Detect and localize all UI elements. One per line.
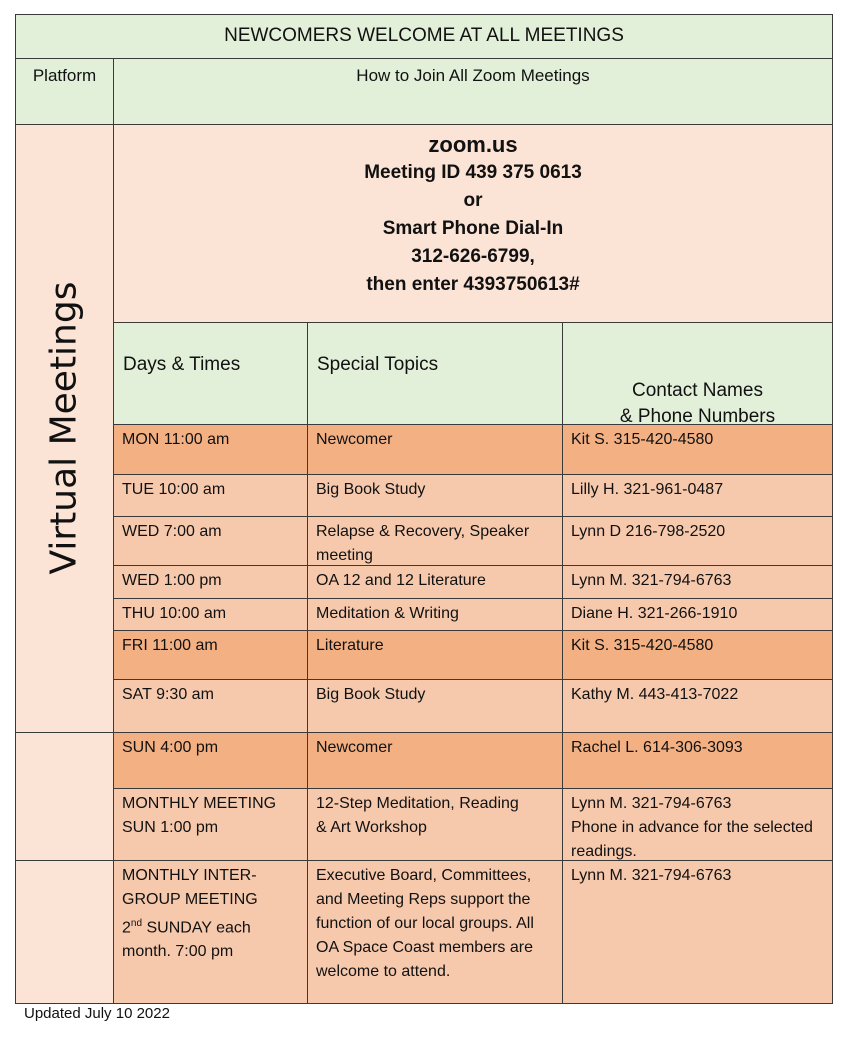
zoom-site[interactable]: zoom.us — [428, 132, 518, 157]
side-cell-3 — [15, 860, 114, 1004]
zoom-or: or — [463, 190, 483, 211]
intergroup-day-sup: nd — [130, 918, 143, 929]
row-day: TUE 10:00 am — [113, 474, 308, 517]
row-day: MONTHLY MEETING SUN 1:00 pm — [113, 788, 308, 861]
row-day: SAT 9:30 am — [113, 679, 308, 733]
row-contact: Kathy M. 443-413-7022 — [562, 679, 833, 733]
col-contacts-label: Contact Names & Phone Numbers — [619, 380, 776, 425]
side-cell-2 — [15, 732, 114, 861]
row-contact: Lynn M. 321-794-6763 — [562, 860, 833, 1004]
header-banner — [15, 14, 833, 59]
row-day — [113, 860, 308, 1004]
virtual-meetings-label: Virtual Meetings — [43, 281, 85, 575]
zoom-phone: 312-626-6799, — [411, 246, 535, 267]
row-contact: Lynn M. 321-794-6763 Phone in advance for the selected readings. — [562, 788, 833, 861]
row-contact: Lynn D 216-798-2520 — [562, 516, 833, 566]
col-days-label: Days & Times — [123, 354, 241, 375]
row-topic: Literature — [307, 630, 563, 680]
virtual-meetings-label-wrap — [15, 124, 113, 732]
join-cell — [113, 58, 833, 125]
row-contact: Lynn M. 321-794-6763 — [562, 565, 833, 599]
platform-label: Platform — [32, 66, 97, 85]
row-topic: Newcomer — [307, 732, 563, 789]
col-topics-label: Special Topics — [317, 354, 439, 375]
row-contact: Kit S. 315-420-4580 — [562, 424, 833, 475]
row-topic: 12-Step Meditation, Reading & Art Workshop — [307, 788, 563, 861]
row-topic: Big Book Study — [307, 679, 563, 733]
updated-date: Updated July 10 2022 — [24, 1005, 170, 1022]
join-label: How to Join All Zoom Meetings — [356, 66, 590, 85]
col-header-topics — [307, 322, 563, 425]
row-topic: OA 12 and 12 Literature — [307, 565, 563, 599]
row-contact: Kit S. 315-420-4580 — [562, 630, 833, 680]
row-topic: Relapse & Recovery, Speaker meeting — [307, 516, 563, 566]
row-contact: Diane H. 321-266-1910 — [562, 598, 833, 631]
row-day: WED 1:00 pm — [113, 565, 308, 599]
row-topic: Newcomer — [307, 424, 563, 475]
row-day: MON 11:00 am — [113, 424, 308, 475]
row-day: SUN 4:00 pm — [113, 732, 308, 789]
row-day: WED 7:00 am — [113, 516, 308, 566]
row-day: FRI 11:00 am — [113, 630, 308, 680]
intergroup-day-line2: SUNDAY each month. 7:00 pm — [122, 919, 251, 961]
header-text: NEWCOMERS WELCOME AT ALL MEETINGS — [224, 25, 624, 46]
col-header-contacts — [562, 322, 833, 425]
platform-cell — [15, 58, 114, 125]
zoom-then: then enter 4393750613# — [366, 274, 580, 295]
row-topic: Executive Board, Committees, and Meeting Reps support the function of our local groups. All OA Space Coast members are welcome to attend. — [307, 860, 563, 1004]
col-header-days — [113, 322, 308, 425]
row-topic: Meditation & Writing — [307, 598, 563, 631]
zoom-dial-in: Smart Phone Dial-In — [382, 218, 564, 239]
zoom-meeting-id: Meeting ID 439 375 0613 — [364, 162, 582, 183]
row-day: THU 10:00 am — [113, 598, 308, 631]
row-topic: Big Book Study — [307, 474, 563, 517]
row-contact: Rachel L. 614-306-3093 — [562, 732, 833, 789]
zoom-info — [113, 124, 833, 323]
row-contact: Lilly H. 321-961-0487 — [562, 474, 833, 517]
intergroup-day-line1: MONTHLY INTER- GROUP MEETING 2 — [122, 867, 258, 937]
